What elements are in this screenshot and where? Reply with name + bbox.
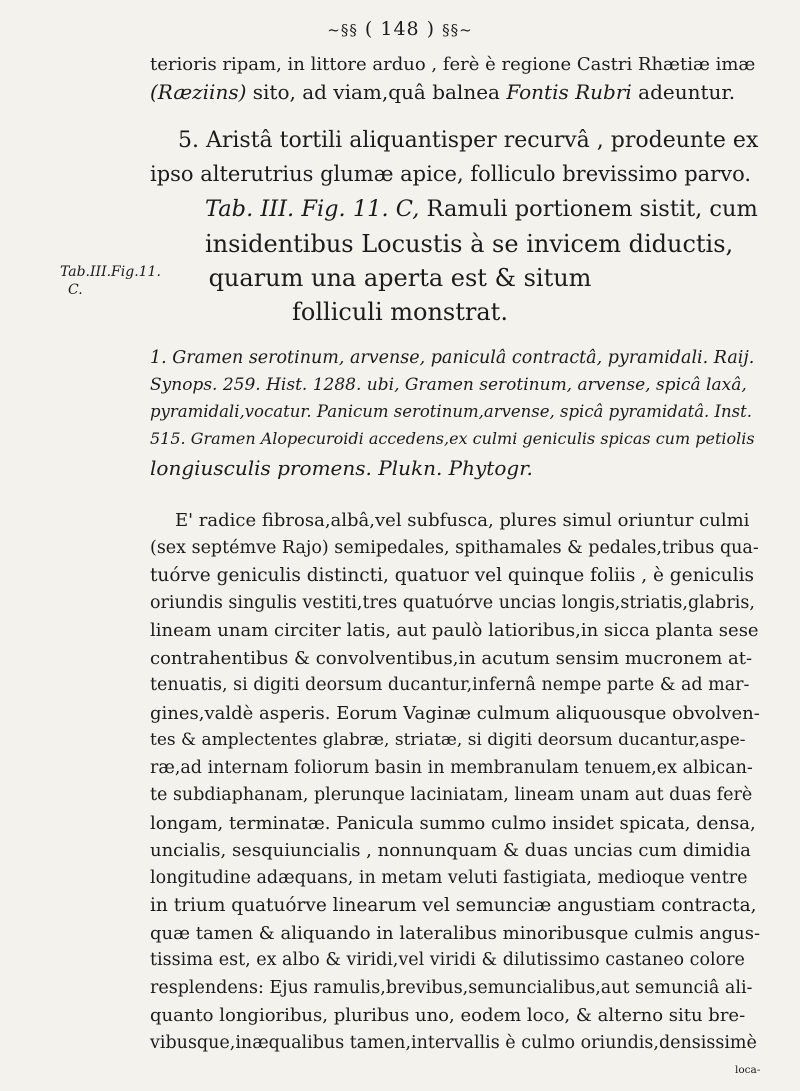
body-line: tuórve geniculis distincti, quatuor vel quinque foliis , è geniculis (150, 565, 755, 586)
body-line: contrahentibus & convolventibus,in acutum sensim mucronem at- (150, 647, 753, 669)
body-line: tes & amplectentes glabræ, striatæ, si digiti deorsum ducantur,aspe- (150, 730, 746, 750)
section5-line-6: folliculi monstrat. (292, 298, 508, 326)
section5-line-3: Tab. III. Fig. 11. C, Ramuli portionem sistit, cum (205, 196, 758, 222)
body-line: ræ,ad internam foliorum basin in membranulam tenuem,ex albican- (150, 757, 753, 778)
intro-fons-rubri: Fontis Rubri (506, 80, 632, 104)
body-line: tissima est, ex albo & viridi,vel viridi & dilutissimo castaneo colore (150, 950, 745, 970)
body-line: oriundis singulis vestiti,tres quatuórve uncias longis,striatis,glabris, (150, 592, 755, 613)
margin-figure-reference: Tab.III.Fig.11. C. (60, 264, 161, 298)
synonym-line-3: pyramidali,vocatur. Panicum serotinum,arvense, spicâ pyramidatâ. Inst. (150, 402, 753, 421)
body-line: (sex septémve Rajo) semipedales, spithamales & pedales,tribus qua- (150, 537, 759, 558)
body-line: gines,valdè asperis. Eorum Vaginæ culmum aliquousque obvolven- (150, 702, 760, 724)
body-line: vibusque,inæqualibus tamen,intervallis è culmo oriundis,densissimè (150, 1032, 757, 1053)
body-line: quæ tamen & aliquando in lateralibus minoribusque culmis angus- (150, 922, 761, 944)
body-line: longam, terminatæ. Panicula summo culmo insidet spicata, densa, (150, 812, 756, 834)
body-line: uncialis, sesquiuncialis , nonnunquam & duas uncias cum dimidia (150, 840, 751, 861)
synonym-line-1: 1. Gramen serotinum, arvense, paniculâ contractâ, pyramidali. Raij. (150, 348, 755, 368)
body-line: longitudine adæquans, in metam veluti fastigiata, medioque ventre (150, 867, 748, 888)
running-header (0, 18, 800, 40)
synonym-line-5: longiusculis promens. Plukn. Phytogr. (150, 456, 533, 480)
intro-locality: (Ræziins) (150, 80, 247, 104)
body-line: lineam unam circiter latis, aut paulò latioribus,in sicca planta sese (150, 620, 759, 641)
figure-ref: Tab. III. Fig. 11. C, (205, 196, 420, 222)
body-line: quanto longioribus, pluribus uno, eodem loco, & alterno situ bre- (150, 1005, 746, 1026)
section5-line-5: quarum una aperta est & situm (208, 264, 592, 292)
body-line: in trium quatuórve linearum vel semunciæ angustiam contracta, (150, 895, 757, 916)
body-line: te subdiaphanam, plerunque laciniatam, lineam unam aut duas ferè (150, 785, 753, 805)
section5-line-1: 5. Aristâ tortili aliquantisper recurvâ , prodeunte ex (178, 128, 759, 153)
section5-line-2: ipso alterutrius glumæ apice, folliculo brevissimo parvo. (150, 162, 752, 186)
body-line: tenuatis, si digiti deorsum ducantur,infernâ nempe parte & ad mar- (150, 675, 750, 695)
left-ornament: ~§§ (327, 21, 358, 39)
synonym-line-4: 515. Gramen Alopecuroidi accedens,ex culmi geniculis spicas cum petiolis (150, 429, 755, 448)
intro-line-1: terioris ripam, in littore arduo , ferè è regione Castri Rhætiæ imæ (150, 54, 756, 75)
body-line: E' radice fibrosa,albâ,vel subfusca, plures simul oriuntur culmi (175, 510, 750, 531)
section5-line-4: insidentibus Locustis à se invicem diductis, (205, 230, 734, 258)
synonym-line-2: Synops. 259. Hist. 1288. ubi, Gramen serotinum, arvense, spicâ laxâ, (150, 375, 747, 395)
right-ornament: §§~ (442, 21, 473, 39)
intro-line-2: (Ræziins) sito, ad viam,quâ balnea Fontis Rubri adeuntur. (150, 80, 736, 104)
body-line: resplendens: Ejus ramulis,brevibus,semuncialibus,aut semunciâ ali- (150, 977, 753, 998)
catchword: loca- (735, 1064, 761, 1076)
page-number: ( 148 ) (364, 18, 436, 40)
